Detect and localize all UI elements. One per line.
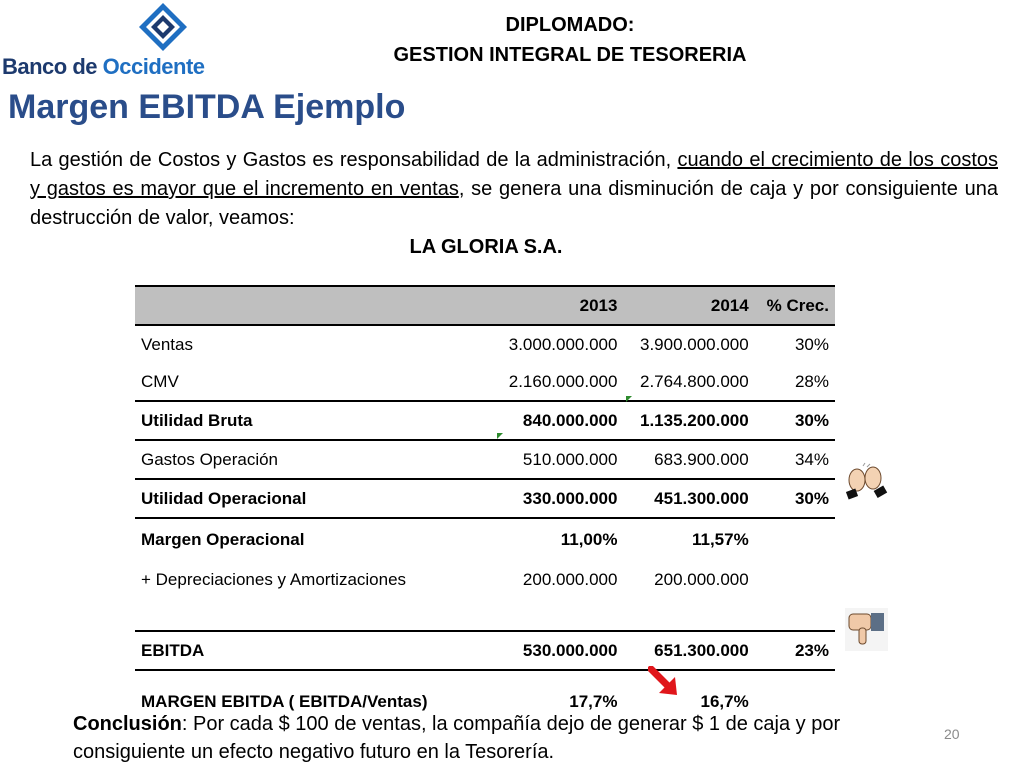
row-2014: 200.000.000 xyxy=(654,569,749,589)
row-2013: 510.000.000 xyxy=(522,449,618,469)
header-2014: 2014 xyxy=(623,286,754,325)
conclusion-text xyxy=(73,710,913,766)
page-number: 20 xyxy=(944,726,960,742)
table-header-row xyxy=(135,286,835,325)
row-2013: 2.160.000.000 xyxy=(508,371,618,391)
header-growth: % Crec. xyxy=(755,286,835,325)
row-label: Margen Operacional xyxy=(141,530,305,549)
intro-paragraph xyxy=(30,146,998,233)
slide-title: Margen EBITDA Ejemplo xyxy=(8,88,406,126)
row-2013: 17,7% xyxy=(569,692,618,711)
row-label: Utilidad Operacional xyxy=(135,479,492,518)
down-right-arrow-icon xyxy=(648,666,678,696)
row-2014: 11,57% xyxy=(691,530,749,549)
row-label: + Depreciaciones y Amortizaciones xyxy=(141,569,407,589)
table-spacer-row xyxy=(135,598,835,631)
row-2014: 16,7% xyxy=(700,692,749,711)
row-2013: 200.000.000 xyxy=(522,569,618,589)
row-2013: 330.000.000 xyxy=(492,479,623,518)
table-row xyxy=(135,325,835,363)
row-2013: 3.000.000.000 xyxy=(508,334,618,354)
intro-part1: La gestión de Costos y Gastos es responsabilidad de la administración, xyxy=(30,149,678,171)
bank-logo-text: Banco de Occidente xyxy=(2,54,205,79)
table-row xyxy=(135,401,835,440)
row-label: CMV xyxy=(141,371,179,391)
thumbs-down-icon xyxy=(845,608,888,651)
row-growth: 23% xyxy=(755,631,835,670)
row-2013: 11,00% xyxy=(560,530,618,549)
row-2014: 451.300.000 xyxy=(623,479,754,518)
row-growth: 30% xyxy=(794,334,829,354)
table-spacer-row xyxy=(135,670,835,681)
comment-marker-icon xyxy=(497,433,503,439)
row-growth xyxy=(755,561,835,598)
table-row xyxy=(135,561,835,598)
table-row xyxy=(135,440,835,479)
table-row xyxy=(135,479,835,518)
row-label: MARGEN EBITDA ( EBITDA/Ventas) xyxy=(141,692,428,711)
course-title-line2: GESTION INTEGRAL DE TESORERIA xyxy=(393,44,747,66)
bank-logo xyxy=(0,0,205,80)
table-row xyxy=(135,631,835,670)
row-label: Utilidad Bruta xyxy=(135,401,492,440)
row-2014: 683.900.000 xyxy=(654,449,749,469)
header-label xyxy=(135,286,492,325)
intro-underlined: cuando el crecimiento de los costos y gastos es mayor que el incremento en ventas xyxy=(30,149,998,200)
row-growth: 34% xyxy=(794,449,829,469)
row-2014: 2.764.800.000 xyxy=(640,371,749,391)
row-label: Ventas xyxy=(141,334,193,354)
company-name: LA GLORIA S.A. xyxy=(409,236,563,258)
row-label: Gastos Operación xyxy=(141,449,279,469)
row-2014: 651.300.000 xyxy=(623,631,754,670)
clapping-hands-icon xyxy=(843,462,890,502)
row-growth: 30% xyxy=(755,401,835,440)
financial-table xyxy=(135,285,835,723)
bank-logo-diamond-icon xyxy=(138,2,188,52)
row-growth: 28% xyxy=(794,371,829,391)
row-2014: 1.135.200.000 xyxy=(623,401,754,440)
table-row xyxy=(135,363,835,401)
table-row xyxy=(135,518,835,561)
row-2013: 530.000.000 xyxy=(492,631,623,670)
course-title-line1: DIPLOMADO: xyxy=(505,14,635,36)
row-growth xyxy=(755,518,835,561)
row-2014: 3.900.000.000 xyxy=(640,334,749,354)
comment-marker-icon xyxy=(626,396,632,402)
conclusion-label: Conclusión xyxy=(73,713,182,735)
row-label: EBITDA xyxy=(135,631,492,670)
intro-part2: , se genera una disminución de caja y por consiguiente una destrucción de valor, veamos: xyxy=(30,178,998,229)
row-2013: 840.000.000 xyxy=(492,401,623,440)
conclusion-body: : Por cada $ 100 de ventas, la compañía dejo de generar $ 1 de caja y por consiguiente un efecto negativo futuro en la Tesorería. xyxy=(73,713,841,763)
header-2013: 2013 xyxy=(492,286,623,325)
row-growth: 30% xyxy=(755,479,835,518)
